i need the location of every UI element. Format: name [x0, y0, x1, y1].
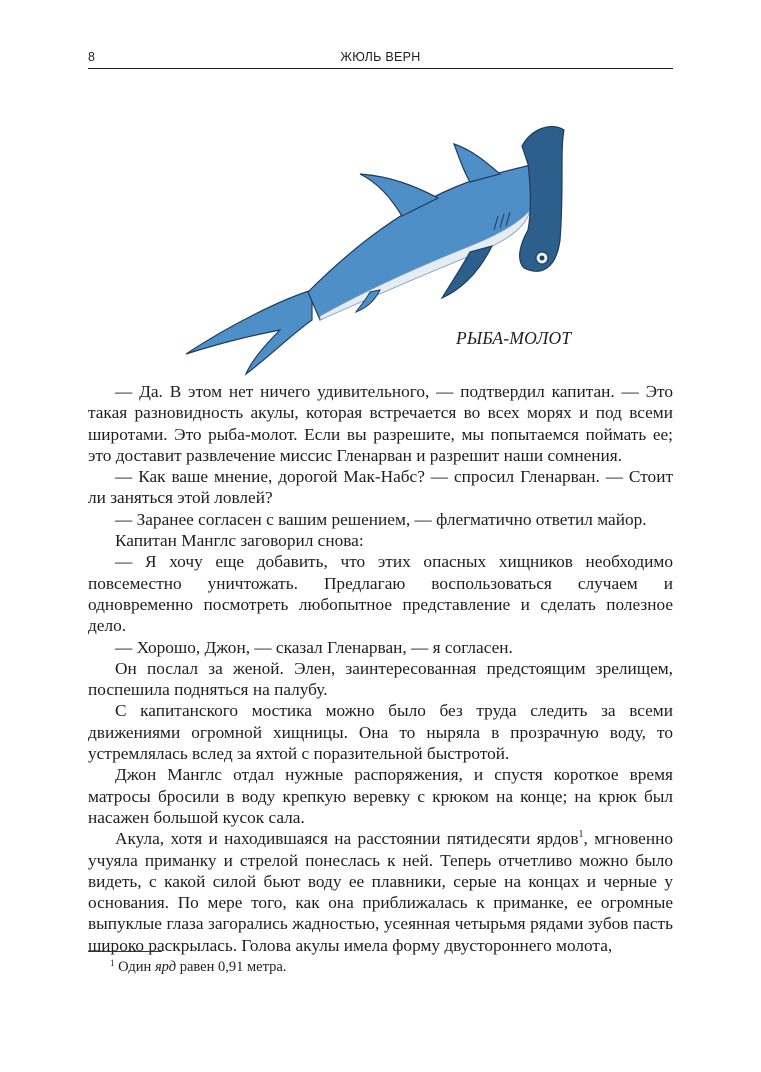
paragraph: — Я хочу еще добавить, что этих опасных хищников необходимо повсеместно уничтожать. Предлагаю воспользоваться случаем и одновременно посмотреть любопытное представление и сделать полезное дело. — [88, 552, 673, 636]
footnote-text: Один — [118, 959, 155, 975]
footnote — [110, 959, 286, 976]
paragraph-text: Акула, хотя и находившаяся на расстоянии пятидесяти ярдов — [115, 829, 579, 849]
paragraph: — Как ваше мнение, дорогой Мак-Набс? — спросил Гленарван. — Стоит ли заняться этой ловлей? — [88, 467, 673, 508]
paragraph-with-footnote-ref — [88, 828, 673, 956]
footnote-text: равен 0,91 метра. — [176, 959, 287, 975]
paragraph: Джон Манглс отдал нужные распоряжения, и спустя короткое время матросы бросили в воду крепкую веревку с крюком на конце; на крюк был насажен большой кусок сала. — [88, 765, 673, 827]
paragraph: С капитанского мостика можно было без труда следить за всеми движениями огромной хищницы. Она то ныряла в прозрачную воду, то устремлялась вслед за яхтой с поразительной быстротой. — [88, 701, 673, 764]
paragraph: — Заранее согласен с вашим решением, — флегматично ответил майор. — [115, 509, 647, 529]
paragraph-text: , мгновенно учуяла приманку и стрелой понеслась к ней. Теперь отчетливо можно было видеть, с какой силой бьют воду ее плавники, серые на концах и черные у основания. По мере того, как она приближалась к приманке, ее огромные выпуклые глаза загорались жадностью, усеянная четырьмя рядами зубов пасть широко раскрылась. Голова акулы имела форму двустороннего молота, — [88, 829, 673, 955]
paragraph: Он послал за женой. Элен, заинтересованная предстоящим зрелищем, поспешила подняться на палубу. — [88, 658, 673, 700]
running-head — [88, 50, 673, 69]
footnote-term: ярд — [154, 959, 177, 975]
paragraph: Капитан Манглс заговорил снова: — [115, 531, 364, 551]
paragraph: — Да. В этом нет ничего удивительного, — подтвердил капитан. — Это такая разновидность акулы, которая встречается во всех морях и под всеми широтами. Это рыба-молот. Если вы разрешите, мы попытаемся поймать ее; это доставит развлечение миссис Гленарван и разрешит наши сомнения. — [88, 382, 673, 465]
footnote-rule — [88, 951, 162, 952]
footnote-reference[interactable]: 1 — [578, 829, 584, 841]
shark-pupil — [540, 256, 545, 261]
paragraph: — Хорошо, Джон, — сказал Гленарван, — я согласен. — [115, 637, 513, 657]
shark-second-dorsal-fin — [454, 144, 500, 182]
shark-body — [308, 164, 542, 320]
footnote-mark: 1 — [110, 958, 115, 968]
body-text — [88, 381, 673, 956]
illustration-caption: РЫБА-МОЛОТ — [456, 328, 572, 348]
page-number: 8 — [88, 50, 96, 64]
running-title: ЖЮЛЬ ВЕРН — [340, 50, 421, 64]
shark-tail-fin — [186, 290, 312, 374]
